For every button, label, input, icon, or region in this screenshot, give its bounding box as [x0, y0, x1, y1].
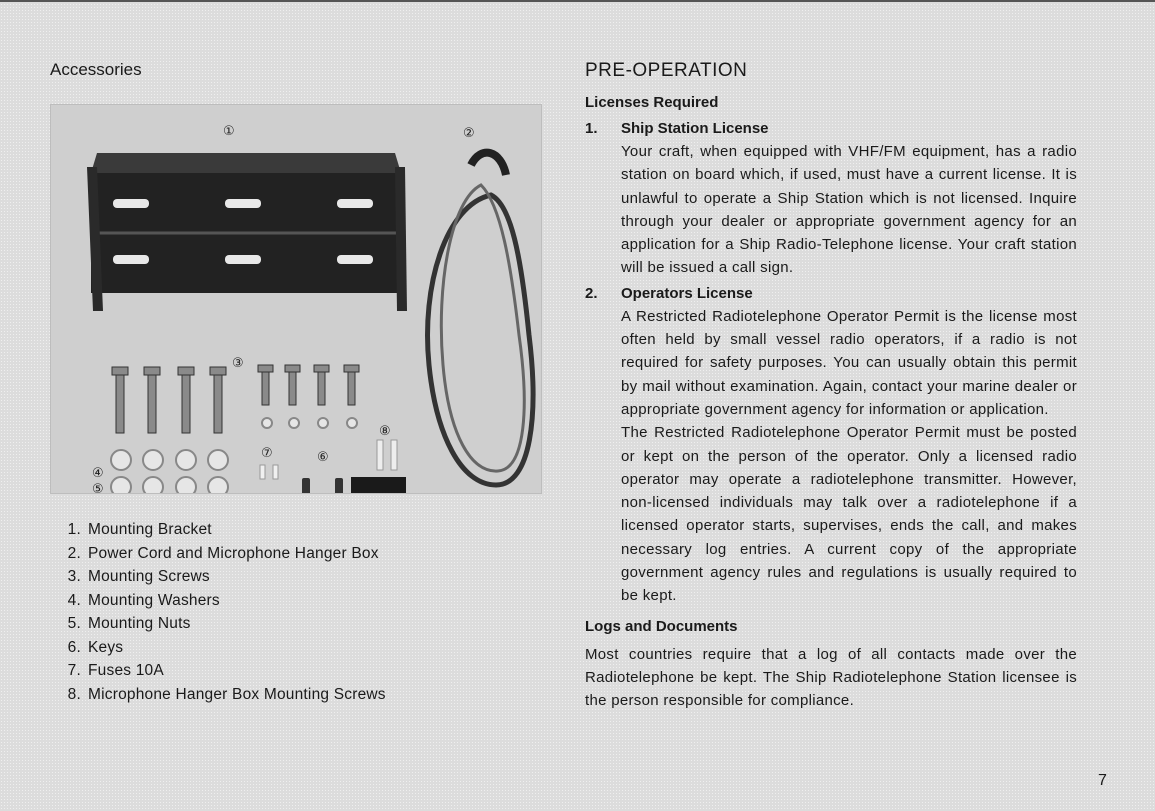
operators-license-text-1: A Restricted Radiotelephone Operator Permit is the license most often held by small vessel radio operators, if a radio is not required for safety purposes. You can usually obtain this permit by mail without examination. Again, contact your marine dealer or appropriate government agency for information or application. [621, 307, 1077, 418]
operators-license-text-2: The Restricted Radiotelephone Operator Permit must be posted or kept on the person of the operator. Only a licensed radio operator may operate a radiotelephone transmitter. However, non-licensed individuals may talk over a radiotelephone if a licensed operator starts, supervises, ends the call, and makes necessary log entries. A current copy of the appropriate government agency rules and regulations is usually required to be kept. [621, 424, 1077, 605]
logs-heading: Logs and Documents [585, 617, 738, 635]
operators-license-title: Operators License [621, 284, 753, 302]
callout-4: ④ [92, 466, 104, 481]
accessories-illustration [51, 105, 541, 493]
keys-image [302, 478, 343, 493]
accessories-column [50, 60, 550, 703]
page-title: PRE-OPERATION [585, 60, 748, 81]
licenses-heading: Licenses Required [585, 94, 719, 111]
callout-7: ⑦ [261, 446, 273, 461]
list-item: 5. Mounting Nuts [67, 615, 191, 632]
callout-1: ① [223, 124, 235, 139]
logs-text: Most countries require that a log of all contacts made over the Radiotelephone be kept. The Ship Radiotelephone Station licensee is the person responsible for compliance. [585, 645, 1077, 710]
ship-station-title: Ship Station License [621, 120, 769, 137]
list-item: 8. Microphone Hanger Box Mounting Screws [67, 685, 386, 703]
hanger-box-image [351, 477, 406, 493]
operators-license-section [585, 282, 1077, 608]
list-item: 3. Mounting Screws [67, 568, 210, 585]
list-item: 7. Fuses 10A [67, 662, 164, 679]
ship-station-number: 1. [585, 120, 598, 137]
list-item: 1. Mounting Bracket [67, 521, 212, 538]
ship-station-text: Your craft, when equipped with VHF/FM equipment, has a radio station on board which, if used, must have a current license. It is unlawful to operate a Ship Station which is not licensed. Inquire through your dealer or appropriate government agency for an application for a Ship Radio-Telephone license. Your craft station will be issued a call sign. [621, 143, 1077, 277]
accessories-heading: Accessories [50, 60, 142, 79]
accessories-photo [50, 104, 542, 494]
page-number: 7 [1098, 772, 1107, 789]
callout-8: ⑧ [379, 424, 391, 439]
callout-5: ⑤ [92, 482, 104, 493]
list-item: 4. Mounting Washers [67, 591, 220, 609]
ship-station-section [585, 117, 1077, 280]
callout-6: ⑥ [317, 450, 329, 465]
list-item: 2. Power Cord and Microphone Hanger Box [67, 544, 379, 562]
callout-2: ② [463, 126, 475, 141]
accessories-list [50, 518, 386, 706]
fuses-image [260, 465, 278, 479]
pre-operation-column [585, 60, 1077, 713]
mounting-bracket-image [87, 153, 407, 311]
top-border [0, 0, 1155, 2]
power-cord-image [428, 153, 533, 485]
callout-3: ③ [232, 356, 244, 371]
operators-license-number: 2. [585, 284, 598, 302]
list-item: 6. Keys [67, 638, 124, 656]
hanger-box-screws-image [377, 440, 397, 470]
